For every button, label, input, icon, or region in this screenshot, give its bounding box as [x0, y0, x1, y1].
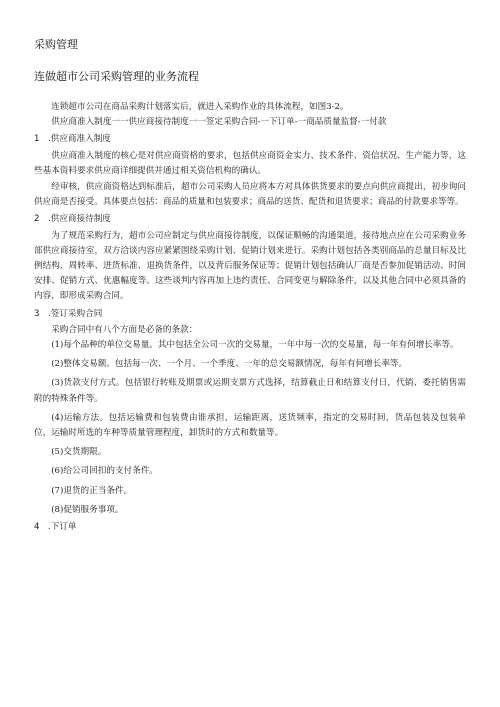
- section-title: .供应商准入制度: [48, 134, 111, 145]
- section-paragraph: 经审核，供应商资格达到标准后，超市公司采购人员应将本方对具体供货要求的要点向供应商提出，初步询问供应商是否接受。具体要点包括：商品的质量和包装要求；商品的送货、配货和退货要求；商品的付款要求等等。: [34, 182, 466, 208]
- section-title: .下订单: [48, 522, 77, 533]
- list-item: (6)给公司回扣的支付条件。: [51, 466, 158, 477]
- process-flow-text: 供应商准入制度一一供应商接待制度一一签定采购合同-一下订单-一商品质量监督-一付款: [51, 117, 387, 128]
- intro-paragraph: 连锁超市公司在商品采购计划落实后，就进入采购作业的具体流程，如图3-2。: [51, 102, 349, 112]
- list-item: (4)运输方法。包括运输费和包装费由谁承担，运输距离，送货频率，指定的交易时间，货品包装及包装单位，运输时所选的车种等质量管理程度，卸货时的方式和数量等。: [34, 412, 466, 439]
- section-number: 4: [34, 522, 40, 533]
- list-item: (3)货款支付方式。包括银行转账及期票或运期支票方式选择，结算截止日和结算支付日，代销、委托销售需附的特殊条件等。: [34, 378, 466, 404]
- section-number: 3: [34, 308, 40, 319]
- section-lead: 采购合同中有八个方面是必备的条款：: [51, 324, 198, 335]
- section-number: 1: [34, 134, 40, 145]
- section-heading: [34, 520, 466, 535]
- list-item: (8)促销服务事项。: [51, 504, 124, 515]
- list-item: (2)整体交易额。包括每一次、一个月、一个季度、一年的总交易额情况，每年有何增长率等。: [51, 359, 408, 370]
- document-subtitle: 连做超市公司采购管理的业务流程: [34, 70, 199, 83]
- section-number: 2: [34, 214, 40, 225]
- list-item: (7)退货的正当条件。: [51, 485, 133, 496]
- list-item: (1)每个品种的单位交易量。其中包括全公司一次的交易量，一年中每一次的交易量，每一年有何增长率等。: [51, 340, 459, 351]
- section-paragraph: 供应商准入制度的核心是对供应商资格的要求，包括供应商资金实力、技术条件、资信状况、生产能力等，这些基本资料要求供应商详细提供并通过相关资信机构的确认。: [34, 150, 466, 176]
- document-title: 采购管理: [34, 38, 78, 51]
- section-heading: [34, 307, 466, 322]
- section-title: .供应商接待制度: [48, 214, 111, 225]
- section-title: .签订采购合同: [48, 308, 103, 319]
- section-paragraph: 为了规范采购行为，超市公司应制定与供应商接待制度，以保证顺畅的沟通渠道，接待地点应在公司采购业务部供应商接待室，双方洽谈内容应紧紧围绕采购计划、促销计划来进行。采购计划包括各类别商品的总量目标及比例结构、周转率、进货标准、退换货条件，以及背后服务保证等；促销计划包括确认厂商是否参加促销活动、时间安排、促销方式、优惠幅度等。这些谈判内容再加上违约责任、合同变更与解除条件，以及其他合同中必须具备的内容，即形成采购合同。: [34, 230, 466, 302]
- section-heading: [34, 212, 466, 227]
- list-item: (5)交货期限。: [51, 447, 107, 458]
- section-heading: [34, 132, 466, 147]
